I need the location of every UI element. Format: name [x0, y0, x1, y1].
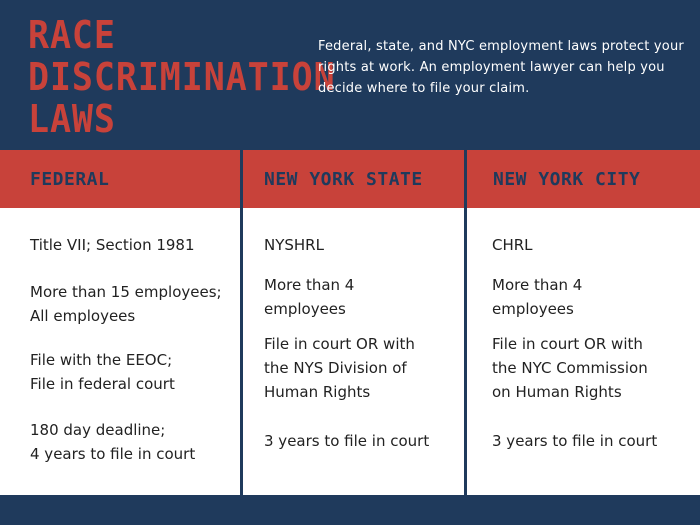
- intro-text: Federal, state, and NYC employment laws protect your rights at work. An employment lawyer can help you decide where to file your claim.: [318, 39, 684, 96]
- nyc-deadline: 3 years to file in court: [492, 432, 658, 450]
- page-title: [28, 13, 336, 141]
- title-line-3: LAWS: [28, 97, 116, 141]
- column-divider: [464, 150, 467, 495]
- footer-band: [0, 495, 700, 525]
- column-divider: [240, 150, 243, 495]
- federal-deadline: 180 day deadline; 4 years to file in court: [30, 421, 196, 463]
- title-line-2: DISCRIMINATION: [28, 55, 336, 99]
- nyc-law-name: CHRL: [492, 236, 533, 254]
- nys-deadline: 3 years to file in court: [264, 432, 430, 450]
- title-line-1: RACE: [28, 13, 116, 57]
- nys-employer-size: More than 4 employees: [264, 276, 355, 318]
- column-heading-new-york-city: NEW YORK CITY: [493, 168, 641, 190]
- federal-employer-size: More than 15 employees; All employees: [30, 283, 222, 325]
- nys-filing-venue: File in court OR with the NYS Division of Human Rights: [264, 335, 415, 401]
- federal-filing-venue: File with the EEOC; File in federal court: [30, 351, 175, 393]
- nys-law-name: NYSHRL: [264, 236, 324, 254]
- nyc-employer-size: More than 4 employees: [492, 276, 583, 318]
- nyc-filing-venue: File in court OR with the NYC Commission on Human Rights: [492, 335, 648, 401]
- column-heading-new-york-state: NEW YORK STATE: [264, 168, 423, 190]
- column-heading-federal: FEDERAL: [30, 168, 110, 190]
- federal-law-name: Title VII; Section 1981: [30, 236, 195, 254]
